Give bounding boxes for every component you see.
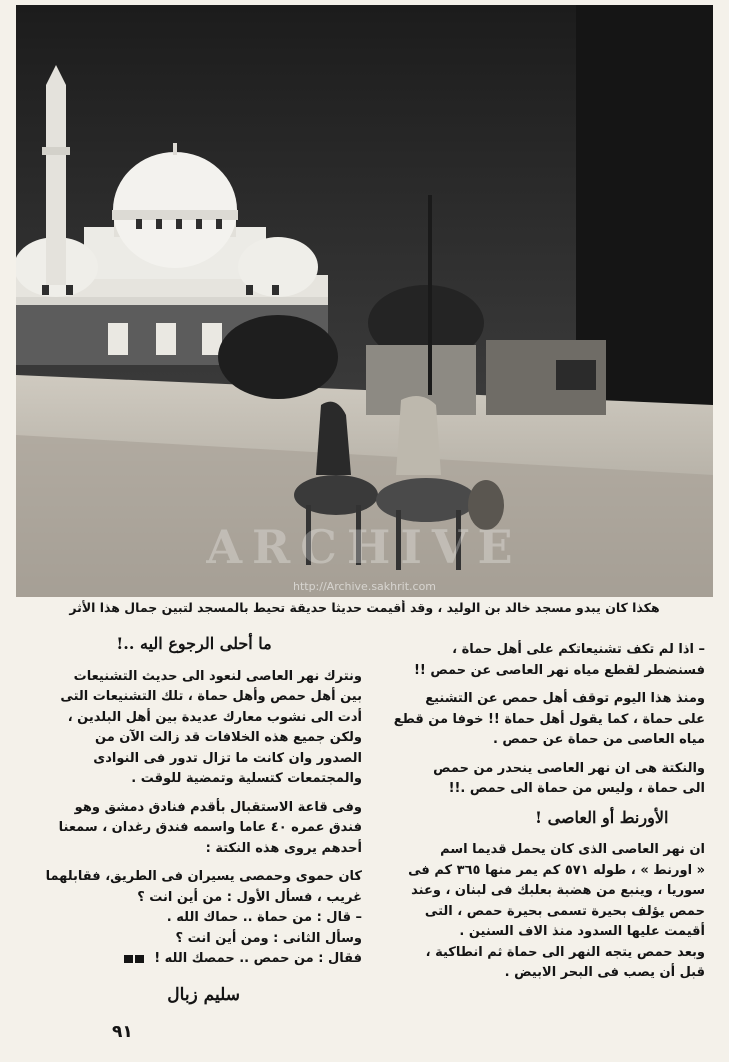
right-paragraph-4: ان نهر العاصى الذى كان يحمل قديما اسم « اورنط » ، طوله ٥٧١ كم يمر منها ٣٦٥ كم فى سوريا ، وينبع من هضبة بعلبك فى لبنان ، وعند حمص يؤلف بحيرة تسمى بحيرة حمص ، التى أقيمت عليها السدود منذ الاف السنين . وبعد حمص يتجه النهر الى حماة ثم انطاكية ، قبل أن يصب فى البحر الابيض .: [408, 842, 705, 980]
left-paragraph-2: وفى قاعة الاستقبال بأقدم فنادق دمشق وهو فندق عمره ٤٠ عاما واسمه فندق رغدان ، سمعنا أحدهم يروى هذه النكتة :: [58, 799, 362, 856]
page-number: ٩١: [112, 1022, 133, 1042]
left-column: [26, 630, 362, 978]
section-heading-return: ما أحلى الرجوع اليه ..!: [116, 634, 272, 653]
right-paragraph-1: – اذا لم تكف تشنيعاتكم على أهل حماة ، فسنضطر لقطع مياه نهر العاصى عن حمص !!: [413, 642, 705, 678]
end-mark-icon: [124, 955, 144, 963]
mosque-photo: [16, 5, 713, 597]
right-column: [375, 640, 705, 992]
section-heading-orontes: الأورنط أو العاصى !: [535, 807, 669, 827]
right-paragraph-3: والنكتة هى ان نهر العاصى ينحدر من حمص الى حماة ، وليس من حماة الى حمص .!!: [433, 760, 705, 796]
right-paragraph-2: ومنذ هذا اليوم توقف أهل حمص عن التشنيع على حماة ، كما يقول أهل حماة !! خوفا من قطع مياه العاصى من حماة عن حمص .: [393, 691, 705, 747]
left-paragraph-1: ونترك نهر العاصى لنعود الى حديث التشنيعات بين أهل حمص وأهل حماة ، تلك التشنيعات التى أدت الى نشوب معارك عديدة بين أهل البلدين ، ولكن جميع هذه الخلافات قد زالت الآن من الصدور وان كانت ما تزال تدور فى النوادى والمجتمعات كتسلية وتمضية للوقت .: [60, 668, 362, 786]
left-paragraph-3: كان حموى وحمصى يسيران فى الطريق، فقابلهما غريب ، فسأل الأول : من أين انت ؟ – قال : من حماة .. حماك الله . وسأل الثانى : ومن أين انت ؟ فقال : من حمص .. حمصك الله !: [45, 869, 362, 966]
archive-watermark: ARCHIVE: [206, 520, 523, 574]
author-name: سليم زبال: [167, 985, 240, 1005]
photo-caption: هكذا كان يبدو مسجد خالد بن الوليد ، وقد أقيمت حديثا حديقة تحيط بالمسجد لتبين جمال هذا الأثر: [69, 600, 660, 615]
archive-watermark-url: http://Archive.sakhrit.com: [292, 580, 437, 593]
